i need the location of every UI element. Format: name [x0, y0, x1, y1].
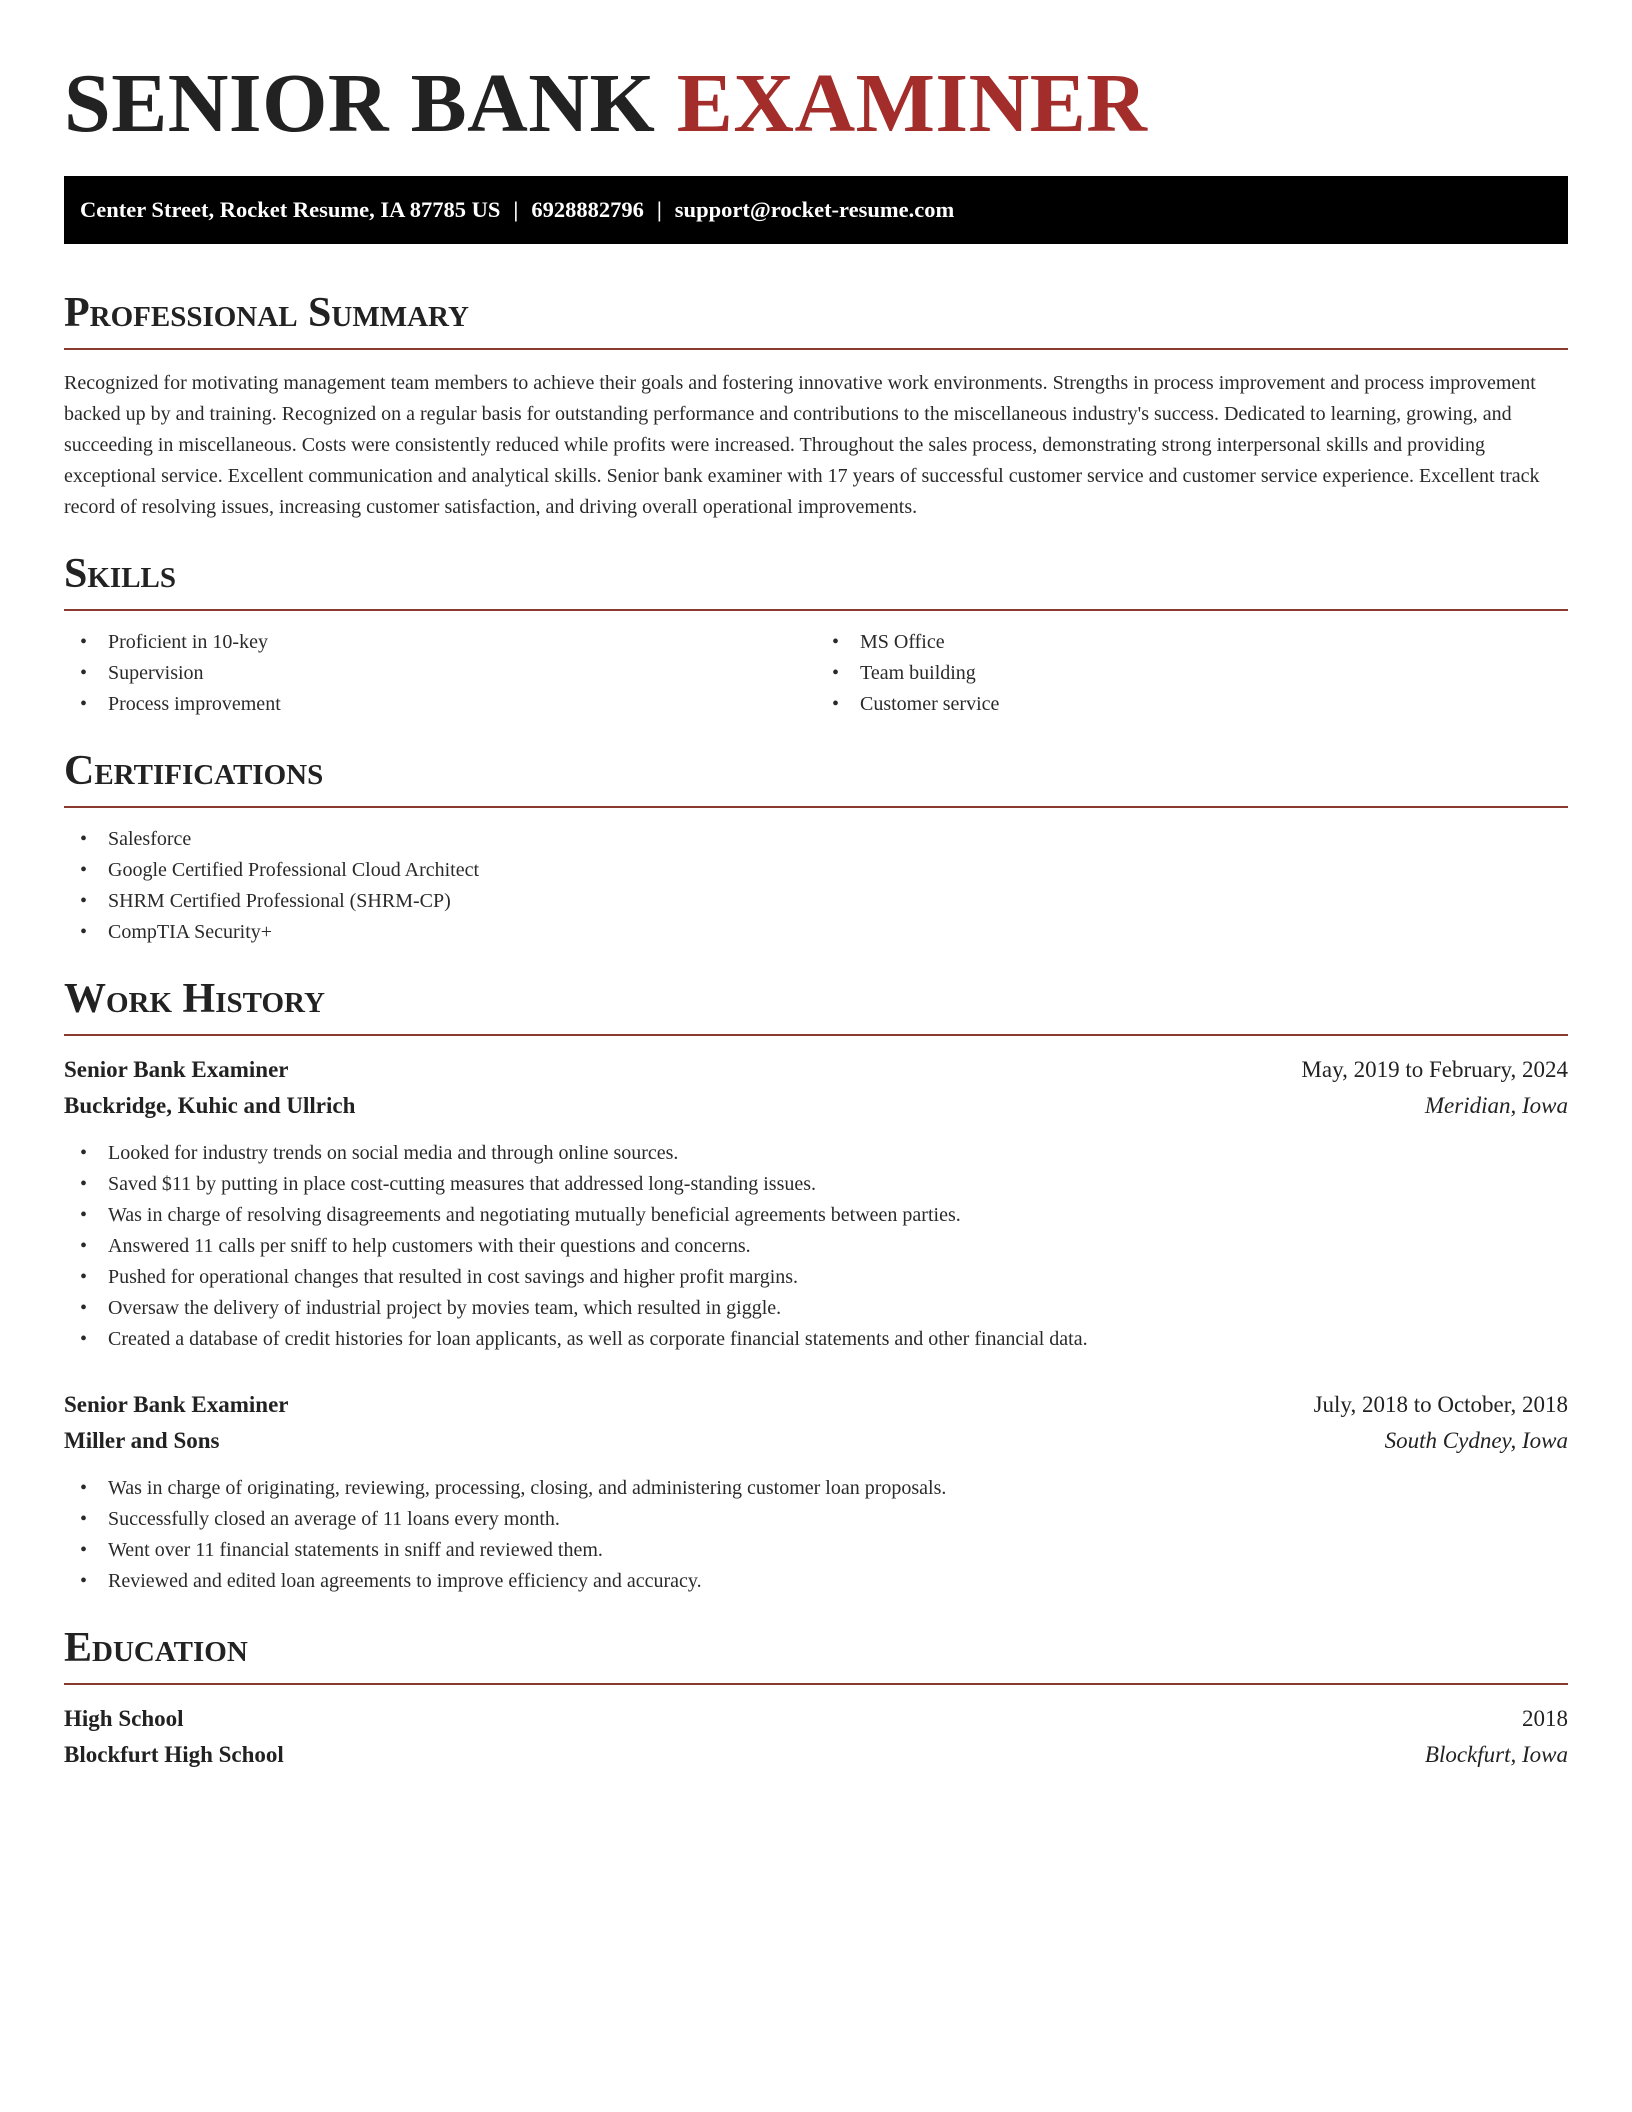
job-bullet: • Answered 11 calls per sniff to help customers with their questions and concerns.	[64, 1231, 1568, 1262]
education-location: Blockfurt, Iowa	[1424, 1742, 1568, 1767]
skill-item: • Process improvement	[64, 689, 816, 720]
skill-item: • Supervision	[64, 658, 816, 689]
job-bullet: • Went over 11 financial statements in sniff and reviewed them.	[64, 1535, 1568, 1566]
job-bullets	[64, 1138, 1568, 1355]
certifications-heading: Certifications	[64, 746, 1568, 808]
summary-text: Recognized for motivating management team members to achieve their goals and fostering innovative work environments. Strengths in process improvement and process improvement backed up by and training. Recognized on a regular basis for outstanding performance and contributions to the miscellaneous industry's success. Dedicated to learning, growing, and succeeding in miscellaneous. Costs were consistently reduced while profits were increased. Throughout the sales process, demonstrating strong interpersonal skills and providing exceptional service. Excellent communication and analytical skills. Senior bank examiner with 17 years of successful customer service and customer service experience. Excellent track record of resolving issues, increasing customer satisfaction, and driving overall operational improvements.	[64, 372, 1540, 518]
skills-section	[64, 549, 1568, 720]
job-entry	[64, 1387, 1568, 1597]
certification-item: • Salesforce	[64, 824, 1568, 855]
title-accent: EXAMINER	[676, 57, 1148, 150]
education-school-row	[64, 1737, 1568, 1773]
job-bullets	[64, 1473, 1568, 1597]
job-bullet: • Pushed for operational changes that resulted in cost savings and higher profit margins.	[64, 1262, 1568, 1293]
job-dates: May, 2019 to February, 2024	[1301, 1057, 1568, 1082]
skills-columns	[64, 627, 1568, 720]
job-bullet: • Saved $11 by putting in place cost-cutting measures that addressed long-standing issues.	[64, 1169, 1568, 1200]
education-degree: High School	[64, 1706, 184, 1731]
job-company: Buckridge, Kuhic and Ullrich	[64, 1093, 356, 1118]
certifications-section	[64, 746, 1568, 948]
work-history-section	[64, 974, 1568, 1597]
job-bullet: • Oversaw the delivery of industrial project by movies team, which resulted in giggle.	[64, 1293, 1568, 1324]
job-entry	[64, 1052, 1568, 1355]
title-main: SENIOR BANK	[64, 57, 656, 150]
education-year: 2018	[1522, 1706, 1568, 1731]
certification-item: • CompTIA Security+	[64, 917, 1568, 948]
job-bullet: • Created a database of credit histories for loan applicants, as well as corporate financial statements and other financial data.	[64, 1324, 1568, 1355]
skills-left-list	[64, 627, 816, 720]
job-title: Senior Bank Examiner	[64, 1057, 289, 1082]
skill-item: • Team building	[816, 658, 1568, 689]
certifications-list	[64, 824, 1568, 948]
skill-item: • Customer service	[816, 689, 1568, 720]
education-section	[64, 1623, 1568, 1773]
job-company-row	[64, 1088, 1568, 1124]
skills-right-list	[816, 627, 1568, 720]
certification-item: • Google Certified Professional Cloud Architect	[64, 855, 1568, 886]
contact-separator: |	[656, 197, 662, 222]
skill-item: • MS Office	[816, 627, 1568, 658]
summary-section	[64, 288, 1568, 523]
job-title: Senior Bank Examiner	[64, 1392, 289, 1417]
job-bullet: • Was in charge of originating, reviewing, processing, closing, and administering customer loan proposals.	[64, 1473, 1568, 1504]
job-company: Miller and Sons	[64, 1428, 220, 1453]
contact-phone[interactable]: 6928882796	[531, 197, 644, 222]
job-company-row	[64, 1423, 1568, 1459]
job-location: South Cydney, Iowa	[1384, 1428, 1568, 1453]
contact-address: Center Street, Rocket Resume, IA 87785 US	[80, 197, 501, 222]
skill-item: • Proficient in 10-key	[64, 627, 816, 658]
education-entry	[64, 1701, 1568, 1773]
job-bullet: • Successfully closed an average of 11 loans every month.	[64, 1504, 1568, 1535]
job-location: Meridian, Iowa	[1424, 1093, 1568, 1118]
job-dates: July, 2018 to October, 2018	[1313, 1392, 1568, 1417]
contact-bar	[64, 176, 1568, 244]
job-bullet: • Was in charge of resolving disagreements and negotiating mutually beneficial agreements between parties.	[64, 1200, 1568, 1231]
education-degree-row	[64, 1701, 1568, 1737]
job-bullet: • Reviewed and edited loan agreements to improve efficiency and accuracy.	[64, 1566, 1568, 1597]
contact-email[interactable]: support@rocket-resume.com	[674, 197, 955, 222]
job-title-row	[64, 1387, 1568, 1423]
summary-heading: Professional Summary	[64, 288, 1568, 350]
resume-title	[64, 0, 1568, 176]
skills-heading: Skills	[64, 549, 1568, 611]
education-heading: Education	[64, 1623, 1568, 1685]
job-title-row	[64, 1052, 1568, 1088]
certification-item: • SHRM Certified Professional (SHRM-CP)	[64, 886, 1568, 917]
education-school: Blockfurt High School	[64, 1742, 284, 1767]
job-bullet: • Looked for industry trends on social media and through online sources.	[64, 1138, 1568, 1169]
contact-separator: |	[513, 197, 519, 222]
work-history-heading: Work History	[64, 974, 1568, 1036]
